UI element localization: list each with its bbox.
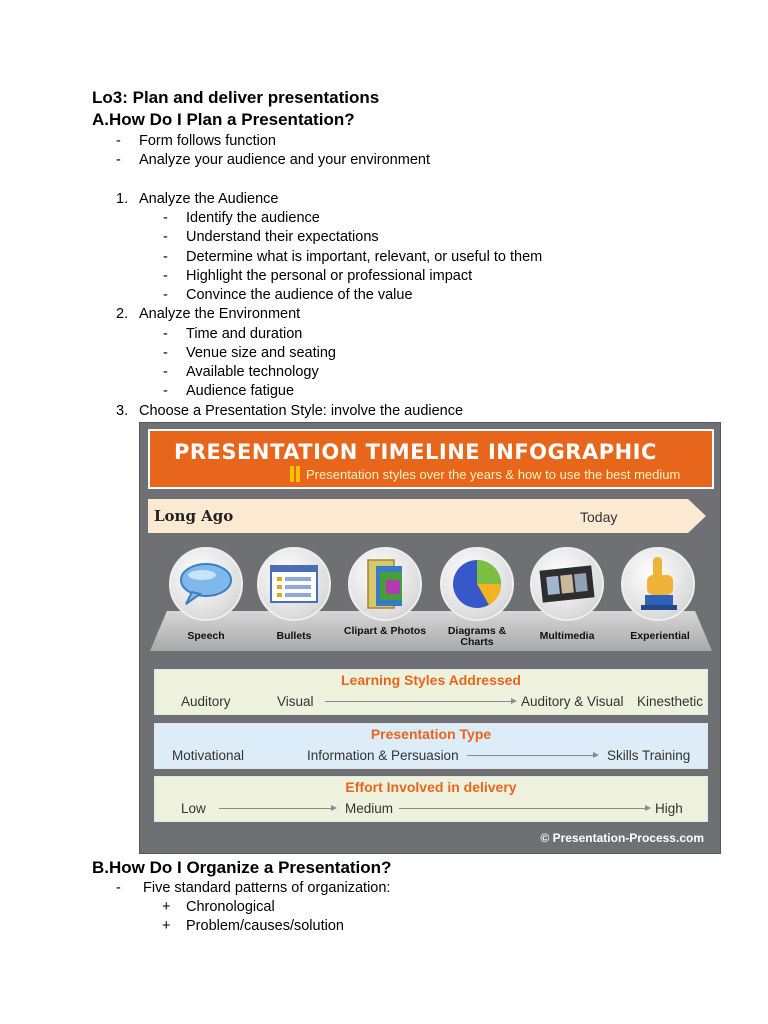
sub-list-item: Determine what is important, relevant, or useful to them [186,249,543,265]
page-title: Lo3: Plan and deliver presentations [92,88,380,107]
dash-marker: - [163,249,168,265]
list-item: Analyze the Environment [139,306,301,322]
sub-list-item: Problem/causes/solution [186,918,344,934]
list-item: Analyze your audience and your environment [139,152,430,168]
band-title: Effort Involved in delivery [345,779,517,795]
list-number: 3. [116,403,129,419]
category-label-speech: Speech [187,630,225,642]
dash-marker: - [116,880,121,896]
presentation-timeline-infographic [139,422,721,854]
dash-marker: - [163,364,168,380]
section-a-heading: A.How Do I Plan a Presentation? [92,110,355,129]
timeline-end-label: Today [580,509,618,525]
dash-marker: - [163,326,168,342]
timeline-arrow-tip [688,499,706,533]
sub-list-item: Chronological [186,899,275,915]
infographic-title: PRESENTATION TIMELINE INFOGRAPHIC [174,440,657,464]
dash-marker: - [163,210,168,226]
list-number: 2. [116,306,129,322]
list-item: Analyze the Audience [139,191,279,207]
sub-list-item: Venue size and seating [186,345,336,361]
band-item: Medium [345,801,394,816]
bullet-list-icon [257,547,331,621]
arrow-connector [399,808,649,809]
effort-band [154,776,708,822]
arrow-connector [467,755,597,756]
category-label-clipart-photos: Clipart & Photos [343,625,427,637]
band-item: High [655,801,683,816]
category-label-diagrams-charts: Diagrams & Charts [447,625,507,648]
band-item: Visual [277,694,314,709]
timeline-start-label: Long Ago [154,507,234,525]
section-b-heading: B.How Do I Organize a Presentation? [92,858,392,877]
list-item: Choose a Presentation Style: involve the audience [139,403,464,419]
sub-list-item: Available technology [186,364,319,380]
list-item: Form follows function [139,133,276,149]
band-item: Auditory & Visual [521,694,624,709]
presentation-type-band [154,723,708,769]
band-item: Kinesthetic [637,694,704,709]
arrow-connector [325,701,515,702]
dash-marker: - [116,133,121,149]
dash-marker: - [163,268,168,284]
band-title: Presentation Type [370,726,492,742]
photos-folder-icon [348,547,422,621]
band-item: Low [181,801,206,816]
sub-list-item: Identify the audience [186,210,320,226]
band-item: Auditory [181,694,231,709]
arrow-connector [219,808,335,809]
plus-marker: + [162,918,171,934]
speech-bubble-icon [169,547,243,621]
sub-list-item: Highlight the personal or professional impact [186,268,473,284]
band-item: Motivational [172,748,245,763]
category-label-experiential: Experiential [630,630,690,642]
category-label-bullets: Bullets [276,630,312,642]
infographic-subtitle: Presentation styles over the years & how to use the best medium [306,467,681,482]
subtitle-marker [290,466,294,482]
pointing-hand-icon [621,547,695,621]
dash-marker: - [163,345,168,361]
film-strip-icon [530,547,604,621]
band-item: Information & Persuasion [307,748,459,763]
pie-chart-icon [440,547,514,621]
list-number: 1. [116,191,129,207]
category-label-multimedia: Multimedia [539,630,595,642]
plus-marker: + [162,899,171,915]
infographic-credit: © Presentation-Process.com [540,831,704,845]
dash-marker: - [163,287,168,303]
dash-marker: - [163,383,168,399]
subtitle-marker [296,466,300,482]
band-title: Learning Styles Addressed [341,672,521,688]
sub-list-item: Convince the audience of the value [186,287,413,303]
learning-styles-band [154,669,708,715]
sub-list-item: Audience fatigue [186,383,295,399]
dash-marker: - [116,152,121,168]
dash-marker: - [163,229,168,245]
sub-list-item: Understand their expectations [186,229,379,245]
list-item: Five standard patterns of organization: [143,880,391,896]
band-item: Skills Training [607,748,691,763]
sub-list-item: Time and duration [186,326,303,342]
